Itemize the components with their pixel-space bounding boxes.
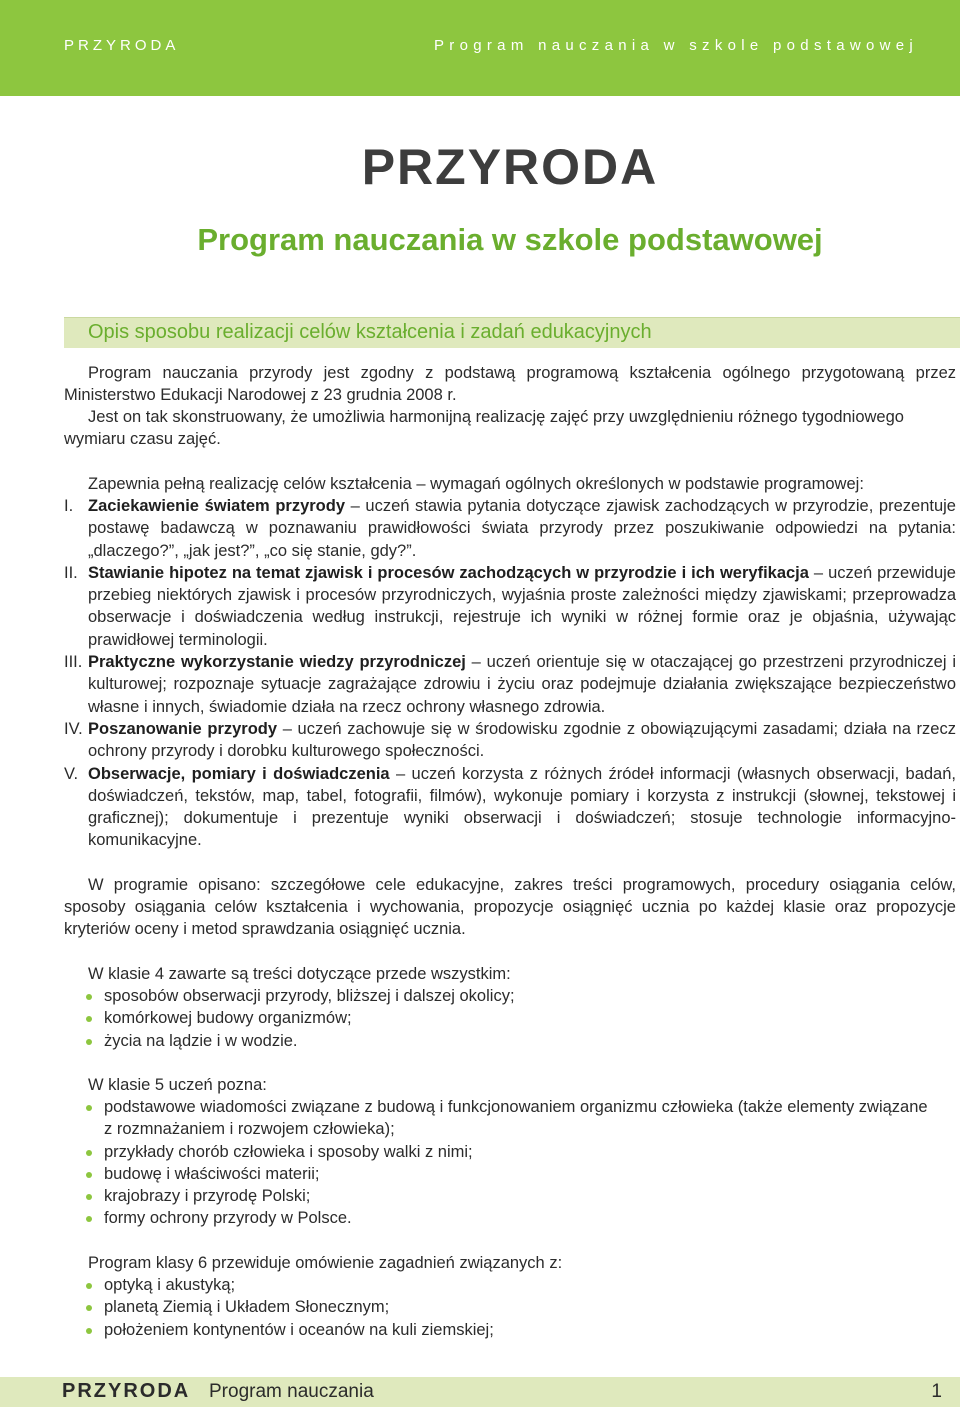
list-item: planetą Ziemią i Układem Słonecznym; bbox=[88, 1296, 938, 1318]
requirement-number: II. bbox=[64, 563, 78, 582]
requirement-number: I. bbox=[64, 497, 74, 515]
requirement-text: – uczeń zachowuje się w środowisku zgodnie z obowiązującymi zasadami; działa na rzecz ochrony przyrody i dorobku kulturowego społeczności. bbox=[88, 719, 956, 761]
requirement-item bbox=[64, 562, 956, 651]
requirement-item bbox=[64, 718, 956, 763]
class4-intro: W klasie 4 zawarte są treści dotyczące przede wszystkim: bbox=[88, 965, 511, 983]
requirement-title: Zaciekawienie światem przyrody bbox=[88, 497, 345, 515]
program-paragraph: W programie opisano: szczegółowe cele edukacyjne, zakres treści programowych, procedury osiągania celów, sposoby osiągania celów kształcenia i wychowania, propozycje osiągnięć ucznia po każdej klasie oraz propozycje kryteriów oceny i metod sprawdzania osiągnięć ucznia. bbox=[64, 876, 956, 938]
requirement-text: – uczeń orientuje się w otaczającej go przestrzeni przyrodniczej i kulturowej; rozpoznaje sytuacje zagrażające zdrowiu i życiu oraz podejmuje działania zwiększające bezpieczeństwo własne i innych, świadomie działa na rzecz ochrony własnego zdrowia. bbox=[88, 653, 956, 716]
footer-subtitle: Program nauczania bbox=[209, 1381, 374, 1402]
requirement-number: III. bbox=[64, 653, 83, 672]
requirement-item bbox=[64, 651, 956, 718]
requirement-number: IV. bbox=[64, 719, 83, 738]
list-item: budowę i właściwości materii; bbox=[88, 1163, 938, 1185]
header-right-text: Program nauczania w szkole podstawowej bbox=[434, 37, 919, 54]
requirement-item bbox=[64, 763, 956, 852]
footer-title: PRZYRODA bbox=[62, 1380, 191, 1402]
requirement-text: – uczeń stawia pytania dotyczące zjawisk zachodzących w przyrodzie, prezentuje postawę badawczą w poznawaniu prawidłowości świata przyrody przez poszukiwanie odpowiedzi na pytania: „dlaczego?”, „jak jest?”, „co się stanie, gdy?”. bbox=[88, 497, 956, 560]
page-number: 1 bbox=[931, 1381, 942, 1402]
requirement-title: Obserwacje, pomiary i doświadczenia bbox=[88, 764, 390, 783]
footer-bar bbox=[0, 1377, 960, 1407]
list-item: krajobrazy i przyrodę Polski; bbox=[88, 1185, 938, 1207]
intro-paragraph-3: Zapewnia pełną realizację celów kształcenia – wymagań ogólnych określonych w podstawie programowej: bbox=[88, 475, 864, 493]
document-subtitle: Program nauczania w szkole podstawowej bbox=[197, 222, 823, 257]
list-item: życia na lądzie i w wodzie. bbox=[88, 1030, 938, 1052]
list-item: położeniem kontynentów i oceanów na kuli ziemskiej; bbox=[88, 1319, 938, 1341]
class4-list bbox=[88, 985, 938, 1052]
requirement-title: Praktyczne wykorzystanie wiedzy przyrodniczej bbox=[88, 653, 466, 672]
intro-paragraph-1: Program nauczania przyrody jest zgodny z podstawą programową kształcenia ogólnego przygotowaną przez Ministerstwo Edukacji Narodowej z 23 grudnia 2008 r. bbox=[64, 364, 956, 404]
list-item: komórkowej budowy organizmów; bbox=[88, 1007, 938, 1029]
section-heading-bar bbox=[64, 317, 960, 348]
requirement-text: – uczeń korzysta z różnych źródeł informacji (własnych obserwacji, badań, doświadczeń, tekstów, map, tabel, fotografii, filmów), wykonuje pomiary i korzysta z instrukcji (słownej, tekstowej i graficznej); dokumentuje i prezentuje wyniki obserwacji i doświadczeń; stosuje technologie informacyjno-komunikacyjne. bbox=[88, 764, 956, 850]
requirement-text: – uczeń przewiduje przebieg niektórych zjawisk i procesów przyrodniczych, wyjaśnia proste zależności między zjawiskami; przeprowadza obserwacje i doświadczenia według instrukcji, rejestruje ich wyniki w różnej formie oraz je objaśnia, używając prawidłowej terminologii. bbox=[88, 563, 956, 649]
list-item: przykłady chorób człowieka i sposoby walki z nimi; bbox=[88, 1141, 938, 1163]
list-item: sposobów obserwacji przyrody, bliższej i dalszej okolicy; bbox=[88, 985, 938, 1007]
requirement-title: Stawianie hipotez na temat zjawisk i procesów zachodzących w przyrodzie i ich weryfikacja bbox=[88, 563, 809, 582]
requirement-title: Poszanowanie przyrody bbox=[88, 719, 278, 738]
list-item: podstawowe wiadomości związane z budową i funkcjonowaniem organizmu człowieka (także elementy związane z rozmnażaniem i rozwojem człowieka); bbox=[88, 1096, 938, 1141]
document-title: PRZYRODA bbox=[361, 139, 659, 195]
section-heading: Opis sposobu realizacji celów kształcenia i zadań edukacyjnych bbox=[88, 321, 652, 343]
intro-paragraph-2: Jest on tak skonstruowany, że umożliwia harmonijną realizację zajęć przy uwzględnieniu różnego tygodniowego wymiaru czasu zajęć. bbox=[64, 408, 904, 448]
class6-intro: Program klasy 6 przewiduje omówienie zagadnień związanych z: bbox=[88, 1254, 563, 1272]
list-item: optyką i akustyką; bbox=[88, 1274, 938, 1296]
class5-list bbox=[88, 1096, 938, 1230]
requirement-number: V. bbox=[64, 764, 79, 783]
requirement-item bbox=[64, 495, 956, 562]
requirements-list bbox=[64, 495, 956, 852]
header-left-text: PRZYRODA bbox=[64, 37, 180, 54]
class6-list bbox=[88, 1274, 938, 1341]
class5-intro: W klasie 5 uczeń pozna: bbox=[88, 1076, 267, 1094]
header-bar bbox=[0, 0, 960, 96]
list-item: formy ochrony przyrody w Polsce. bbox=[88, 1207, 938, 1229]
